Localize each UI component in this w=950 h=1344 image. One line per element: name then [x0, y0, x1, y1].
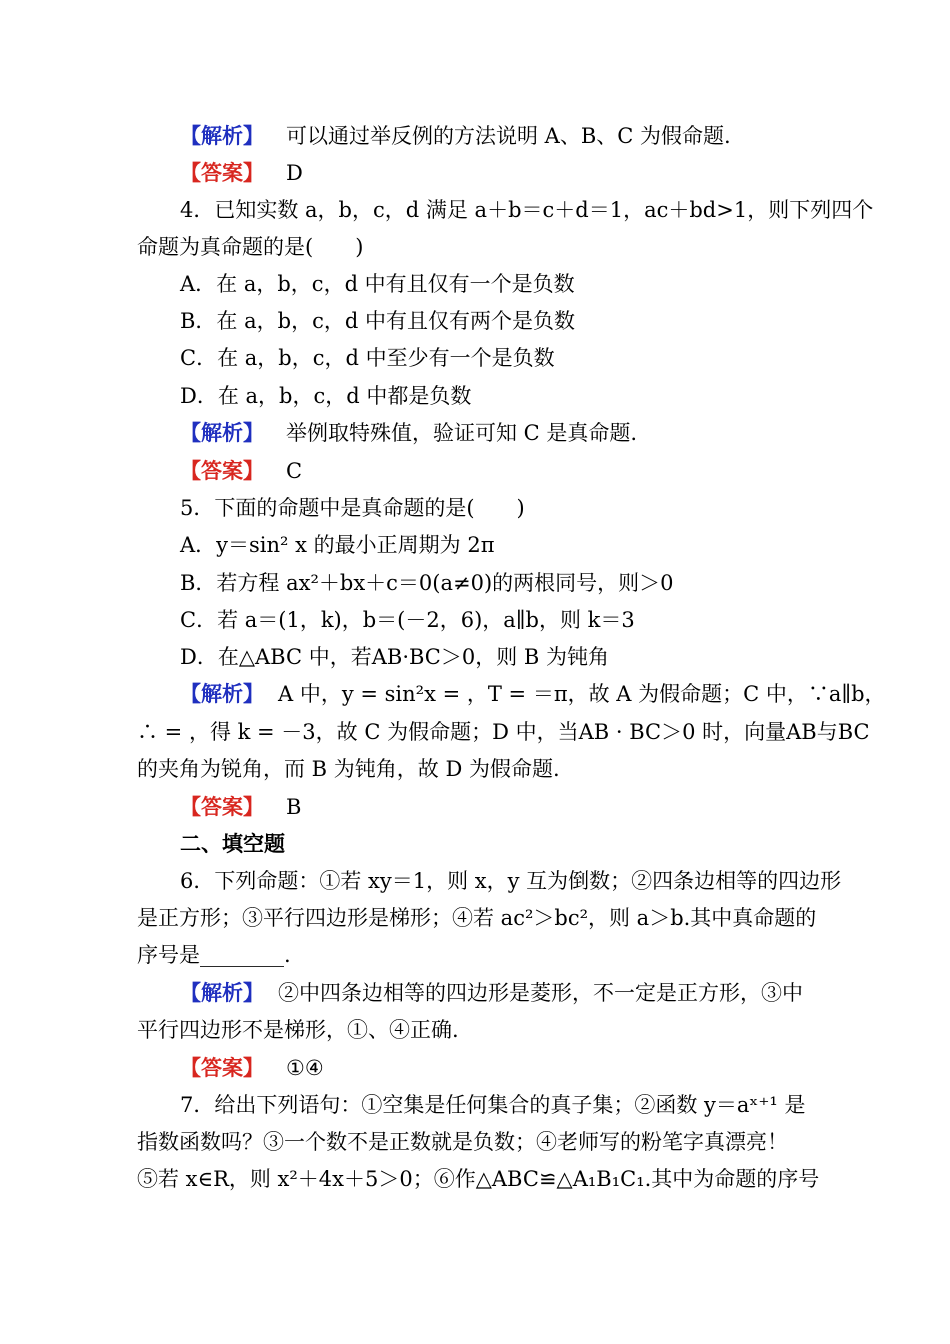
q5-option-b: B．若方程 ax²＋bx＋c＝0(a≠0)的两根同号，则＞0	[180, 571, 674, 595]
q7-stem-line-1: 7．给出下列语句：①空集是任何集合的真子集；②函数 y＝aˣ⁺¹ 是	[180, 1093, 806, 1117]
q5-analysis-line-1	[180, 676, 886, 712]
q5-analysis-line-3: 的夹角为锐角，而 B 为钝角，故 D 为假命题.	[137, 757, 560, 781]
q3-analysis-line	[180, 118, 827, 154]
q3-answer-line	[180, 155, 827, 191]
q6-stem-line-2: 是正方形；③平行四边形是梯形；④若 ac²＞bc²，则 a＞b.其中真命题的	[137, 906, 817, 930]
q4-stem-line-2: 命题为真命题的是( )	[137, 235, 364, 259]
q4-answer-text: C	[286, 459, 303, 483]
q4-answer-line	[180, 453, 827, 489]
q6-analysis-text-1: ②中四条边相等的四边形是菱形，不一定是正方形，③中	[278, 981, 803, 1005]
q3-answer-text: D	[286, 161, 303, 185]
answer-label: 【答案】	[180, 795, 264, 819]
q7-stem-line-3: ⑤若 x∈R，则 x²＋4x＋5＞0；⑥作△ABC≌△A₁B₁C₁.其中为命题的序号	[137, 1167, 820, 1191]
answer-label: 【答案】	[180, 459, 264, 483]
answer-label: 【答案】	[180, 1056, 264, 1080]
analysis-label: 【解析】	[180, 682, 264, 706]
q4-option-d: D．在 a，b，c，d 中都是负数	[180, 384, 472, 408]
analysis-label: 【解析】	[180, 124, 264, 148]
q6-stem-line-1: 6．下列命题：①若 xy＝1，则 x，y 互为倒数；②四条边相等的四边形	[180, 869, 842, 893]
q3-analysis-text: 可以通过举反例的方法说明 A、B、C 为假命题.	[286, 124, 731, 148]
q5-option-c: C．若 a＝(1，k)，b＝(－2，6)，a∥b，则 k＝3	[180, 608, 635, 632]
q4-option-c: C．在 a，b，c，d 中至少有一个是负数	[180, 346, 555, 370]
q6-stem-line-3: 序号是________.	[137, 943, 291, 967]
q5-option-d: D．在△ABC 中，若AB·BC＞0，则 B 为钝角	[180, 645, 610, 669]
q6-answer-text: ①④	[286, 1056, 324, 1080]
q4-stem-line-1: 4．已知实数 a，b，c，d 满足 a＋b＝c＋d＝1，ac＋bd>1，则下列四个	[180, 198, 874, 222]
q5-analysis-line-2: ∴ = ，得 k = －3，故 C 为假命题；D 中，当AB · BC＞0 时，向量AB与BC	[137, 720, 870, 744]
q6-analysis-line-1	[180, 975, 827, 1011]
q5-answer-line	[180, 789, 827, 825]
analysis-label: 【解析】	[180, 981, 264, 1005]
answer-label: 【答案】	[180, 161, 264, 185]
q4-option-b: B．在 a，b，c，d 中有且仅有两个是负数	[180, 309, 575, 333]
q6-analysis-line-2: 平行四边形不是梯形，①、④正确.	[137, 1018, 459, 1042]
q5-option-a: A．y＝sin² x 的最小正周期为 2π	[180, 533, 495, 557]
analysis-label: 【解析】	[180, 421, 264, 445]
section-heading: 二、填空题	[180, 832, 285, 856]
q6-answer-line	[180, 1050, 827, 1086]
q5-analysis-text-1: A 中，y = sin²x = ，T = ＝π，故 A 为假命题；C 中，∵a∥b，	[278, 682, 886, 706]
q5-stem-line: 5．下面的命题中是真命题的是( )	[180, 496, 525, 520]
q5-answer-text: B	[286, 795, 302, 819]
q4-analysis-text: 举例取特殊值，验证可知 C 是真命题.	[286, 421, 638, 445]
q4-option-a: A．在 a，b，c，d 中有且仅有一个是负数	[180, 272, 575, 296]
q4-analysis-line	[180, 415, 827, 451]
q7-stem-line-2: 指数函数吗？③一个数不是正数就是负数；④老师写的粉笔字真漂亮！	[137, 1130, 788, 1154]
